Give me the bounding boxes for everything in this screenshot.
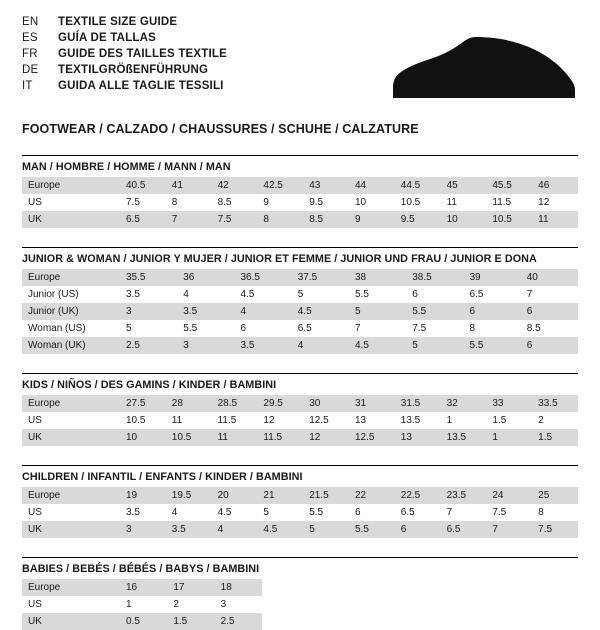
size-cell: 10.5 <box>395 194 441 211</box>
language-code: ES <box>22 32 38 44</box>
size-cell: 8.5 <box>521 320 578 337</box>
row-label: UK <box>22 521 120 538</box>
size-cell: 8.5 <box>212 194 258 211</box>
size-cell: 31.5 <box>395 395 441 412</box>
page-header <box>22 16 578 108</box>
size-cell: 3.5 <box>166 521 212 538</box>
size-cell: 13.5 <box>395 412 441 429</box>
language-title-list-body <box>22 16 227 96</box>
size-cell: 4.5 <box>235 286 292 303</box>
size-cell: 4.5 <box>257 521 303 538</box>
size-cell: 7.5 <box>406 320 463 337</box>
row-label: UK <box>22 429 120 446</box>
language-row <box>22 64 227 80</box>
size-cell: 2 <box>532 412 578 429</box>
size-cell: 11 <box>212 429 258 446</box>
size-table <box>22 177 578 228</box>
size-cell: 17 <box>167 579 214 596</box>
size-block-children <box>22 465 578 538</box>
size-cell: 9 <box>349 211 395 228</box>
size-cell: 45 <box>441 177 487 194</box>
size-cell: 8 <box>532 504 578 521</box>
row-label: Woman (UK) <box>22 337 120 354</box>
size-cell: 8.5 <box>303 211 349 228</box>
size-cell: 7.5 <box>486 504 532 521</box>
size-cell: 3.5 <box>235 337 292 354</box>
size-cell: 7 <box>521 286 578 303</box>
row-label: Junior (US) <box>22 286 120 303</box>
size-cell: 6 <box>521 303 578 320</box>
size-cell: 5 <box>303 521 349 538</box>
size-cell: 13 <box>395 429 441 446</box>
size-cell: 1.5 <box>532 429 578 446</box>
size-cell: 44.5 <box>395 177 441 194</box>
size-cell: 5 <box>120 320 177 337</box>
language-row <box>22 48 227 64</box>
size-cell: 6 <box>349 504 395 521</box>
size-cell: 10.5 <box>166 429 212 446</box>
size-cell: 7.5 <box>532 521 578 538</box>
size-cell: 11 <box>532 211 578 228</box>
size-block-title: JUNIOR & WOMAN / JUNIOR Y MUJER / JUNIOR ET FEMME / JUNIOR UND FRAU / JUNIOR E DONA <box>22 247 578 265</box>
language-row <box>22 32 227 48</box>
size-cell: 33.5 <box>532 395 578 412</box>
size-cell: 36 <box>177 269 234 286</box>
size-cell: 40 <box>521 269 578 286</box>
size-cell: 4.5 <box>292 303 349 320</box>
size-block-junior-woman <box>22 247 578 354</box>
size-cell: 7 <box>441 504 487 521</box>
size-cell: 43 <box>303 177 349 194</box>
size-cell: 7 <box>166 211 212 228</box>
row-label: Junior (UK) <box>22 303 120 320</box>
size-cell: 33 <box>486 395 532 412</box>
row-label: Europe <box>22 487 120 504</box>
size-cell: 5.5 <box>464 337 521 354</box>
language-code: FR <box>22 48 38 60</box>
size-table <box>22 269 578 354</box>
size-cell: 44 <box>349 177 395 194</box>
size-block-man <box>22 155 578 228</box>
size-cell: 6.5 <box>292 320 349 337</box>
size-cell: 40.5 <box>120 177 166 194</box>
size-cell: 2 <box>167 596 214 613</box>
size-cell: 30 <box>303 395 349 412</box>
size-cell: 5 <box>349 303 406 320</box>
size-cell: 28 <box>166 395 212 412</box>
size-cell: 18 <box>215 579 262 596</box>
size-cell: 4.5 <box>349 337 406 354</box>
size-block-title: MAN / HOMBRE / HOMME / MANN / MAN <box>22 155 578 173</box>
size-cell: 3.5 <box>177 303 234 320</box>
size-cell: 11 <box>441 194 487 211</box>
size-cell: 6 <box>395 521 441 538</box>
size-cell: 13.5 <box>441 429 487 446</box>
size-cell: 5 <box>292 286 349 303</box>
size-cell: 39 <box>464 269 521 286</box>
size-cell: 13 <box>349 412 395 429</box>
size-cell: 11.5 <box>257 429 303 446</box>
size-cell: 19.5 <box>166 487 212 504</box>
size-cell: 8 <box>166 194 212 211</box>
size-cell: 0.5 <box>120 613 167 630</box>
row-label: UK <box>22 613 120 630</box>
table-row <box>22 412 578 429</box>
size-cell: 11.5 <box>486 194 532 211</box>
size-table <box>22 395 578 446</box>
language-code: DE <box>22 64 39 76</box>
size-cell: 12.5 <box>349 429 395 446</box>
language-code: EN <box>22 16 39 28</box>
size-cell: 20 <box>212 487 258 504</box>
size-cell: 10.5 <box>120 412 166 429</box>
size-cell: 5.5 <box>406 303 463 320</box>
table-row <box>22 487 578 504</box>
size-cell: 22.5 <box>395 487 441 504</box>
size-cell: 1.5 <box>167 613 214 630</box>
row-label: US <box>22 596 120 613</box>
size-cell: 29.5 <box>257 395 303 412</box>
size-cell: 16 <box>120 579 167 596</box>
size-cell: 12 <box>303 429 349 446</box>
table-row <box>22 194 578 211</box>
size-cell: 8 <box>464 320 521 337</box>
size-cell: 46 <box>532 177 578 194</box>
table-row <box>22 504 578 521</box>
size-cell: 3 <box>120 521 166 538</box>
size-cell: 3.5 <box>120 504 166 521</box>
row-label: US <box>22 504 120 521</box>
size-cell: 3.5 <box>120 286 177 303</box>
size-cell: 12.5 <box>303 412 349 429</box>
size-cell: 28.5 <box>212 395 258 412</box>
size-cell: 38 <box>349 269 406 286</box>
table-row <box>22 521 578 538</box>
size-cell: 32 <box>441 395 487 412</box>
size-cell: 9 <box>257 194 303 211</box>
language-title-list <box>22 16 227 96</box>
size-cell: 5.5 <box>177 320 234 337</box>
size-cell: 24 <box>486 487 532 504</box>
row-label: US <box>22 412 120 429</box>
table-row <box>22 303 578 320</box>
size-cell: 21.5 <box>303 487 349 504</box>
language-title: TEXTILE SIZE GUIDE <box>58 16 178 28</box>
language-title: GUIDA ALLE TAGLIE TESSILI <box>58 80 224 92</box>
size-cell: 6.5 <box>395 504 441 521</box>
size-block-title: KIDS / NIÑOS / DES GAMINS / KINDER / BAMBINI <box>22 373 578 391</box>
language-title: GUIDE DES TAILLES TEXTILE <box>58 48 227 60</box>
size-cell: 31 <box>349 395 395 412</box>
size-blocks-container <box>22 155 578 630</box>
size-cell: 6.5 <box>120 211 166 228</box>
size-cell: 37.5 <box>292 269 349 286</box>
size-cell: 1.5 <box>486 412 532 429</box>
size-cell: 22 <box>349 487 395 504</box>
row-label: Europe <box>22 579 120 596</box>
size-cell: 36.5 <box>235 269 292 286</box>
size-cell: 10.5 <box>486 211 532 228</box>
dress-shoe-icon <box>383 32 578 102</box>
table-row <box>22 269 578 286</box>
size-cell: 4 <box>212 521 258 538</box>
size-cell: 3 <box>215 596 262 613</box>
size-cell: 6 <box>521 337 578 354</box>
size-cell: 3 <box>120 303 177 320</box>
size-cell: 5 <box>406 337 463 354</box>
size-cell: 19 <box>120 487 166 504</box>
size-cell: 6.5 <box>441 521 487 538</box>
language-code: IT <box>22 80 33 92</box>
size-cell: 7 <box>486 521 532 538</box>
size-cell: 5 <box>257 504 303 521</box>
size-cell: 38.5 <box>406 269 463 286</box>
size-cell: 7 <box>349 320 406 337</box>
size-cell: 5.5 <box>303 504 349 521</box>
size-cell: 35.5 <box>120 269 177 286</box>
size-cell: 11 <box>166 412 212 429</box>
size-table <box>22 579 262 630</box>
size-cell: 10 <box>441 211 487 228</box>
table-row <box>22 395 578 412</box>
size-cell: 10 <box>120 429 166 446</box>
table-row <box>22 211 578 228</box>
size-cell: 6 <box>406 286 463 303</box>
table-row <box>22 177 578 194</box>
size-cell: 11.5 <box>212 412 258 429</box>
row-label: Europe <box>22 395 120 412</box>
size-cell: 4 <box>177 286 234 303</box>
row-label: US <box>22 194 120 211</box>
table-row <box>22 337 578 354</box>
size-cell: 21 <box>257 487 303 504</box>
table-row <box>22 429 578 446</box>
size-cell: 1 <box>120 596 167 613</box>
size-cell: 7.5 <box>212 211 258 228</box>
size-cell: 6 <box>235 320 292 337</box>
size-cell: 6 <box>464 303 521 320</box>
language-row <box>22 80 227 96</box>
size-cell: 42 <box>212 177 258 194</box>
size-table <box>22 487 578 538</box>
size-block-babies <box>22 557 578 630</box>
table-row <box>22 579 262 596</box>
size-cell: 27.5 <box>120 395 166 412</box>
size-cell: 1 <box>486 429 532 446</box>
row-label: UK <box>22 211 120 228</box>
size-cell: 6.5 <box>464 286 521 303</box>
size-cell: 5.5 <box>349 286 406 303</box>
size-block-title: CHILDREN / INFANTIL / ENFANTS / KINDER / BAMBINI <box>22 465 578 483</box>
language-row <box>22 16 227 32</box>
size-block-kids <box>22 373 578 446</box>
size-cell: 10 <box>349 194 395 211</box>
size-cell: 12 <box>532 194 578 211</box>
row-label: Europe <box>22 269 120 286</box>
size-block-title: BABIES / BEBÉS / BÉBÉS / BABYS / BAMBINI <box>22 557 578 575</box>
table-row <box>22 320 578 337</box>
language-title: TEXTILGRÖßENFÜHRUNG <box>58 64 209 76</box>
size-cell: 25 <box>532 487 578 504</box>
size-cell: 1 <box>441 412 487 429</box>
size-cell: 7.5 <box>120 194 166 211</box>
size-cell: 4 <box>166 504 212 521</box>
size-cell: 3 <box>177 337 234 354</box>
table-row <box>22 596 262 613</box>
size-cell: 23.5 <box>441 487 487 504</box>
size-cell: 9.5 <box>395 211 441 228</box>
size-cell: 12 <box>257 412 303 429</box>
size-cell: 42.5 <box>257 177 303 194</box>
size-cell: 2.5 <box>120 337 177 354</box>
size-cell: 45.5 <box>486 177 532 194</box>
table-row <box>22 613 262 630</box>
size-cell: 2.5 <box>215 613 262 630</box>
size-cell: 5.5 <box>349 521 395 538</box>
table-row <box>22 286 578 303</box>
page-title: FOOTWEAR / CALZADO / CHAUSSURES / SCHUHE / CALZATURE <box>22 122 419 136</box>
size-cell: 4 <box>292 337 349 354</box>
size-cell: 4.5 <box>212 504 258 521</box>
language-title: GUÍA DE TALLAS <box>58 32 156 44</box>
size-cell: 8 <box>257 211 303 228</box>
size-cell: 4 <box>235 303 292 320</box>
size-cell: 41 <box>166 177 212 194</box>
row-label: Woman (US) <box>22 320 120 337</box>
row-label: Europe <box>22 177 120 194</box>
size-cell: 9.5 <box>303 194 349 211</box>
